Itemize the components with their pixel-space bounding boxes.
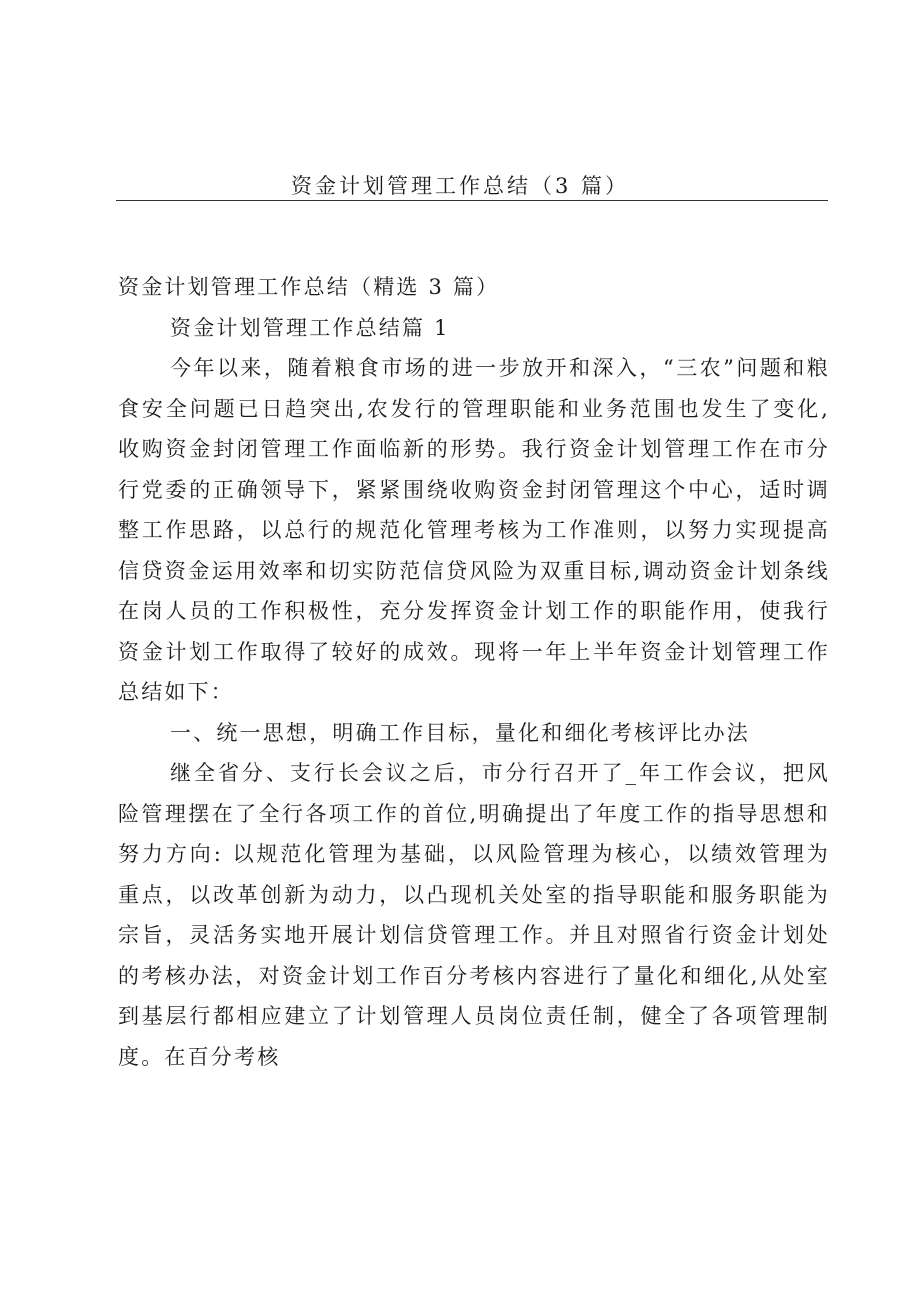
section-heading: 一、统一思想，明确工作目标，量化和细化考核评比办法 xyxy=(170,720,750,745)
body-paragraph: 今年以来，随着粮食市场的进一步放开和深入，“三农”问题和粮食安全问题已日趋突出,农发行的管理职能和业务范围也发生了变化,收购资金封闭管理工作面临新的形势。我行资金计划管理工作在市分行党委的正确领导下，紧紧围绕收购资金封闭管理这个中心，适时调整工作思路，以总行的规范化管理考核为工作准则，以努力实现提高信贷资金运用效率和切实防范信贷风险为双重目标,调动资金计划条线在岗人员的工作积极性，充分发挥资金计划工作的职能作用，使我行资金计划工作取得了较好的成效。现将一年上半年资金计划管理工作总结如下： xyxy=(118,356,830,704)
document-subtitle: 资金计划管理工作总结（精选 3 篇） xyxy=(118,275,500,299)
body-paragraph: 继全省分、支行长会议之后，市分行召开了_年工作会议，把风险管理摆在了全行各项工作的首位,明确提出了年度工作的指导思想和努力方向: 以规范化管理为基础，以风险管理为核心，以绩效管理为重点，以改革创新为动力，以凸现机关处室的指导职能和服务职能为宗旨，灵活务实地开展计划信贷管理工作。并且对照省行资金计划处的考核办法，对资金计划工作百分考核内容进行了量化和细化,从处室到基层行都相应建立了计划管理人员岗位责任制，健全了各项管理制度。在百分考核 xyxy=(118,761,830,1069)
title-underline xyxy=(116,200,828,201)
article-heading: 资金计划管理工作总结篇 1 xyxy=(170,315,450,340)
document-title: 资金计划管理工作总结（3 篇） xyxy=(290,174,630,198)
document-body xyxy=(118,267,830,1077)
